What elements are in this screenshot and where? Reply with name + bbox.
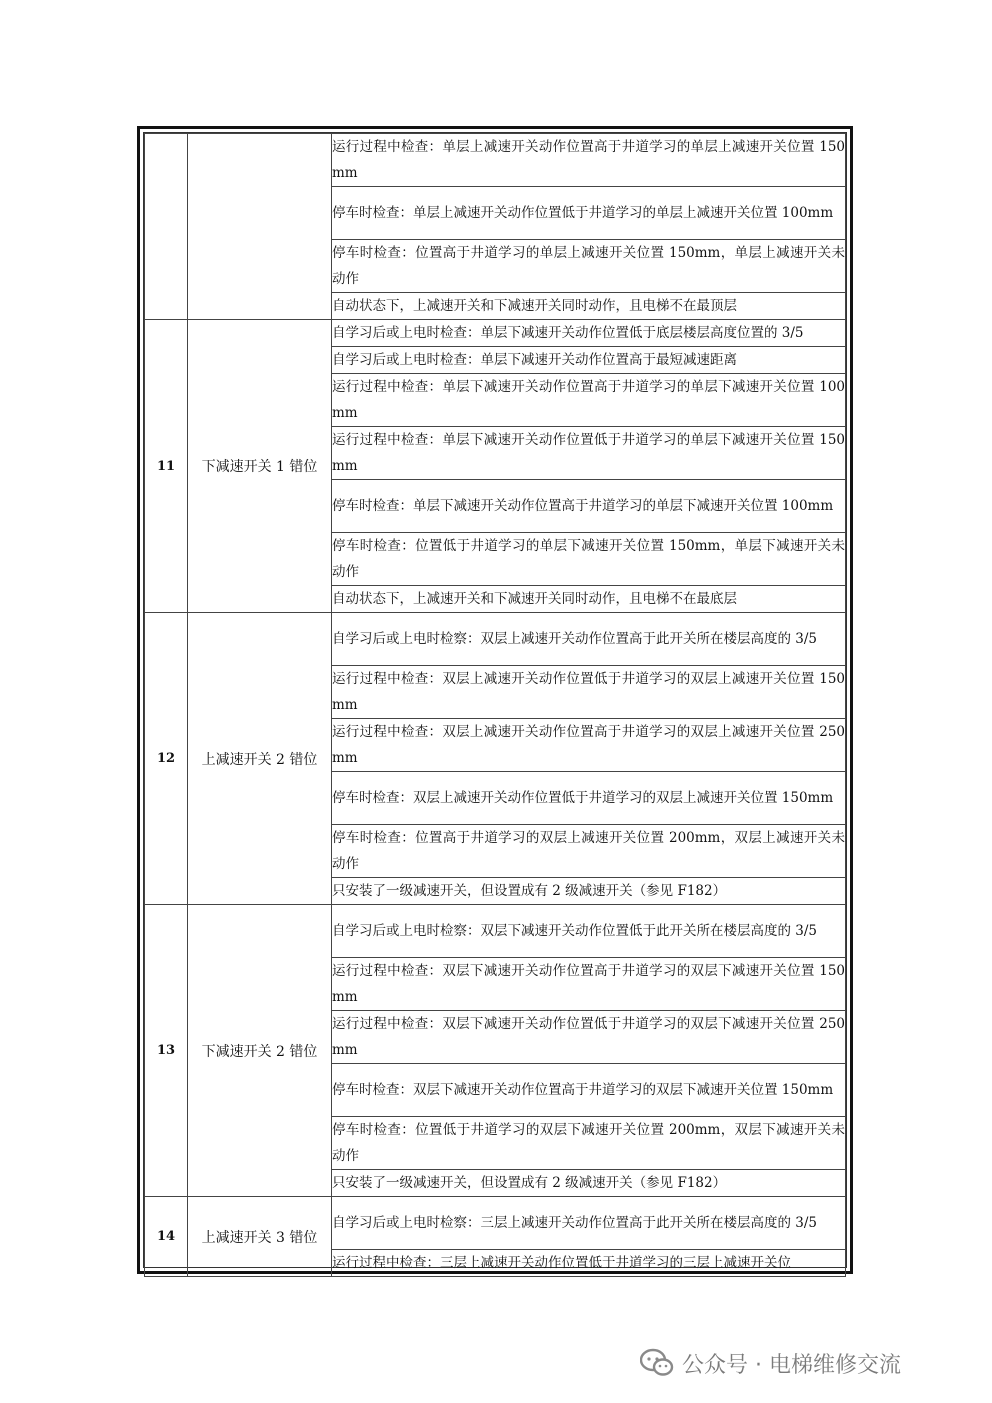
condition-cell: 停车时检查：位置高于井道学习的单层上减速开关位置 150mm，单层上减速开关未动作: [332, 240, 846, 293]
condition-cell: 停车时检查：双层上减速开关动作位置低于井道学习的双层上减速开关位置 150mm: [332, 772, 846, 825]
fault-table: [144, 133, 846, 1277]
condition-cell: 自学习后或上电时检查：单层下减速开关动作位置高于最短减速距离: [332, 347, 846, 374]
condition-cell: 自动状态下，上减速开关和下减速开关同时动作，且电梯不在最顶层: [332, 293, 846, 320]
table-row: [145, 320, 846, 347]
condition-cell: 只安装了一级减速开关，但设置成有 2 级减速开关（参见 F182）: [332, 878, 846, 905]
condition-cell: 停车时检查：位置高于井道学习的双层上减速开关位置 200mm，双层上减速开关未动作: [332, 825, 846, 878]
row-number-cell: [145, 134, 188, 320]
condition-cell: 运行过程中检查：单层下减速开关动作位置高于井道学习的单层下减速开关位置 100mm: [332, 374, 846, 427]
wechat-icon: [640, 1348, 674, 1378]
condition-cell: 停车时检查：单层上减速开关动作位置低于井道学习的单层上减速开关位置 100mm: [332, 187, 846, 240]
row-name-cell: 上减速开关 2 错位: [188, 613, 332, 905]
condition-cell: 运行过程中检查：单层上减速开关动作位置高于井道学习的单层上减速开关位置 150mm: [332, 134, 846, 187]
condition-cell: 停车时检查：双层下减速开关动作位置高于井道学习的双层下减速开关位置 150mm: [332, 1064, 846, 1117]
condition-cell: 停车时检查：位置低于井道学习的双层下减速开关位置 200mm，双层下减速开关未动作: [332, 1117, 846, 1170]
table-frame: [137, 126, 853, 1274]
table-row: [145, 1197, 846, 1250]
condition-cell: 运行过程中检查：单层下减速开关动作位置低于井道学习的单层下减速开关位置 150mm: [332, 427, 846, 480]
condition-cell: 自学习后或上电时检查：单层下减速开关动作位置低于底层楼层高度位置的 3/5: [332, 320, 846, 347]
condition-cell: 自学习后或上电时检察：双层下减速开关动作位置低于此开关所在楼层高度的 3/5: [332, 905, 846, 958]
condition-cell: 运行过程中检查：三层上减速开关动作位置低于井道学习的三层上减速开关位: [332, 1250, 846, 1277]
condition-cell: 运行过程中检查：双层上减速开关动作位置高于井道学习的双层上减速开关位置 250mm: [332, 719, 846, 772]
row-name-cell: 下减速开关 1 错位: [188, 320, 332, 613]
row-number-cell: 14: [145, 1197, 188, 1277]
condition-cell: 自学习后或上电时检察：双层上减速开关动作位置高于此开关所在楼层高度的 3/5: [332, 613, 846, 666]
condition-cell: 自动状态下，上减速开关和下减速开关同时动作，且电梯不在最底层: [332, 586, 846, 613]
condition-cell: 运行过程中检查：双层下减速开关动作位置低于井道学习的双层下减速开关位置 250mm: [332, 1011, 846, 1064]
table-row: [145, 134, 846, 187]
condition-cell: 只安装了一级减速开关，但设置成有 2 级减速开关（参见 F182）: [332, 1170, 846, 1197]
condition-cell: 运行过程中检查：双层上减速开关动作位置低于井道学习的双层上减速开关位置 150mm: [332, 666, 846, 719]
table-row: [145, 613, 846, 666]
condition-cell: 停车时检查：位置低于井道学习的单层下减速开关位置 150mm，单层下减速开关未动作: [332, 533, 846, 586]
condition-cell: 运行过程中检查：双层下减速开关动作位置高于井道学习的双层下减速开关位置 150mm: [332, 958, 846, 1011]
condition-cell: 停车时检查：单层下减速开关动作位置高于井道学习的单层下减速开关位置 100mm: [332, 480, 846, 533]
row-name-cell: 上减速开关 3 错位: [188, 1197, 332, 1277]
table-inner-border: [143, 132, 847, 1271]
condition-cell: 自学习后或上电时检察：三层上减速开关动作位置高于此开关所在楼层高度的 3/5: [332, 1197, 846, 1250]
row-number-cell: 12: [145, 613, 188, 905]
watermark: [640, 1345, 901, 1381]
row-name-cell: [188, 134, 332, 320]
row-number-cell: 11: [145, 320, 188, 613]
table-row: [145, 905, 846, 958]
row-name-cell: 下减速开关 2 错位: [188, 905, 332, 1197]
watermark-text: 公众号 · 电梯维修交流: [682, 1352, 901, 1378]
row-number-cell: 13: [145, 905, 188, 1197]
